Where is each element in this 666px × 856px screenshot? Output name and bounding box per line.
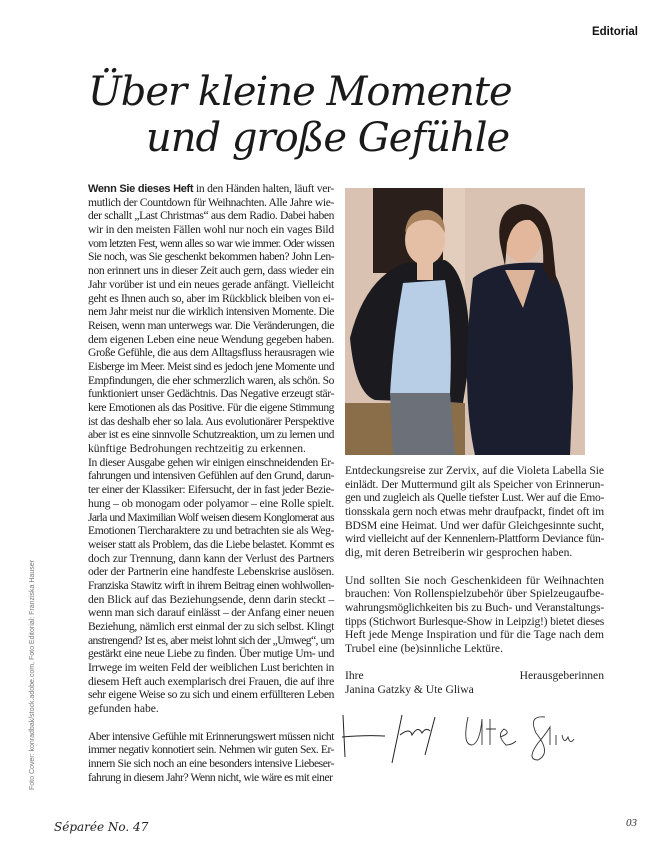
text-line: fahrung in diesem Jahr? Wenn nicht, wie wäre es mit einer: [88, 770, 333, 784]
text-line: Heft jede Menge Inspiration und für die Tage nach dem: [345, 628, 604, 642]
text-line: nem Jahr meist nur die wirklich intensiven Momente. Die: [88, 305, 334, 319]
text-line: funktioniert unser Gedächtnis. Das Negative erzeugt stär-: [88, 387, 334, 401]
text-line: weiser statt als Problem, das die Liebe belastet. Kommt es: [88, 537, 334, 551]
text-line: gefunden habe.: [88, 702, 159, 716]
text-line: kere Emotionen als das Positive. Für die eigene Stimmung: [88, 401, 334, 414]
text-line: Sie noch, was Sie geschenkt bekommen haben? John Len-: [88, 250, 334, 264]
text-line: Irrwege im weiten Feld der weiblichen Lust berichten in: [88, 661, 334, 675]
text-line: In dieser Ausgabe gehen wir einigen einschneidenden Er-: [88, 455, 334, 469]
text-line: diesem Heft auch exemplarisch drei Frauen, die auf ihre: [88, 674, 334, 688]
text-line: oder der Partnerin eine handfeste Lebenskrise auslösen.: [88, 565, 334, 579]
text-line: non erinnert uns in dieser Zeit auch gern, dass wieder ein: [88, 264, 334, 278]
magazine-logo: Séparée No. 47: [54, 820, 149, 834]
text-line: Und sollten Sie noch Geschenkideen für Weihnachten: [345, 573, 604, 587]
text-line: Eisberge im Meer. Meist sind es jedoch jene Momente und: [88, 359, 334, 373]
paragraph-gap: [345, 560, 604, 574]
paragraph-gap: [88, 716, 334, 730]
text-line: aber ist es eine sinnvolle Schutzreaktion, um zu lernen und: [88, 428, 334, 442]
text-line: [88, 182, 334, 196]
section-label: Editorial: [591, 26, 638, 38]
page-number: 03: [626, 817, 637, 829]
text-line: gen und zugleich als Quelle tiefster Lust. Wer auf die Emo-: [345, 491, 604, 505]
text-line: wir in den meisten Fällen wohl nur noch ein vages Bild: [88, 223, 334, 237]
lead-in: Wenn Sie dieses Heft: [88, 183, 194, 195]
text-line: BDSM eine Heimat. Und wer dafür Gleichgesinnte sucht,: [345, 518, 604, 532]
text-line: dig, mit deren Betreiberin wir gesprochen haben.: [345, 546, 573, 560]
page-title-line-1: Über kleine Momente: [88, 69, 512, 115]
text-line: den Blick auf das Beziehungsende, denn darin steckt –: [88, 592, 334, 606]
text-line: Jarla und Maximilian Wolf weisen diesem Konglomerat aus: [88, 510, 334, 524]
text-line: wird vielleicht auf der Kennenlern-Plattform Deviance fün-: [345, 532, 604, 546]
text-line: Trubel eine (be)sinnliche Lektüre.: [345, 641, 503, 655]
text-line: tionsskala gern noch etwas mehr draufpackt, findet oft im: [345, 505, 604, 519]
text-line: doch zur Trennung, dann kann der Verlust des Partners: [88, 551, 334, 565]
text-line: brauchen: Von Rollenspielzubehör über Spielzeugaufbe-: [345, 587, 604, 601]
right-text-column: [345, 464, 604, 697]
text-line: Franziska Stawitz wirft in ihrem Beitrag einen wohlwollen-: [88, 578, 334, 592]
text-line: wenn man sich darauf einlässt – der Anfang einer neuen: [88, 606, 334, 620]
text-line: Ihre Herausgeberinnen: [345, 669, 604, 683]
text-line: Reisen, wenn man unterwegs war. Die Veränderungen, die: [88, 318, 334, 332]
signatures: [340, 705, 580, 765]
left-text-column: [88, 182, 334, 784]
text-line: geht es Ihnen auch so, aber im Rückblick bleiben von ei-: [88, 291, 334, 305]
text-line: einlädt. Der Muttermund gilt als Speicher von Erinnerun-: [345, 477, 604, 491]
text-line: Janina Gatzky & Ute Gliwa: [345, 683, 474, 696]
text-line: der schallt „Last Christmas“ aus dem Radio. Dabei haben: [88, 209, 334, 223]
text-line: Beziehung, nämlich erst einmal der zu sich selbst. Klingt: [88, 620, 334, 633]
text-line: Empfindungen, die eher schmerzlich waren, als schön. So: [88, 373, 334, 387]
text-line: gestärkt eine neue Liebe zu finden. Über mutige Um- und: [88, 647, 334, 661]
text-line: Entdeckungsreise zur Zervix, auf die Violeta Labella Sie: [345, 464, 604, 477]
text-line: hung – ob monogam oder polyamor – eine Rolle spielt.: [88, 496, 334, 510]
text-line: fahrungen und intensiven Gefühlen auf den Grund, darun-: [88, 469, 334, 483]
text-line: ter einer der Klassiker: Eifersucht, der in fast jeder Bezie-: [88, 483, 334, 497]
text-line: sehr eigene Weise so zu sich und einem erfüllteren Leben: [88, 688, 334, 702]
text-line: Große Gefühle, die aus dem Alltagsfluss herausragen wie: [88, 346, 334, 360]
page-title-line-2: und große Gefühle: [146, 115, 510, 161]
paragraph-gap: [345, 656, 604, 670]
text-line: dem eigenen Leben eine neue Wendung gegeben haben.: [88, 332, 334, 346]
text-line: anstrengend? Ist es, aber meist lohnt sich der „Umweg“, um: [88, 633, 334, 647]
text-line: tipps (Stichwort Burlesque-Show in Leipzig!) bietet dieses: [345, 614, 604, 628]
text-line: wahrungsmöglichkeiten bis zu Buch- und Veranstaltungs-: [345, 600, 604, 614]
text-line: Jahr vorüber ist und ein neues gerade anfängt. Vielleicht: [88, 277, 334, 291]
text-line-rest: in den Händen halten, läuft ver-: [193, 182, 334, 195]
text-line: vom letzten Fest, wenn alles so war wie immer. Oder wissen: [88, 236, 334, 250]
text-line: künftige Bedrohungen rechtzeitig zu erkennen.: [88, 442, 306, 456]
text-line: immer negativ konnotiert sein. Nehmen wir guten Sex. Er-: [88, 743, 334, 757]
photo-credit: Foto Cover: konradbak/stock.adobe.com, Foto Editorial: Franziska Hauser: [29, 560, 36, 790]
signature-janina-gatzky: [340, 705, 580, 765]
text-line: ist das deshalb eher so lala. Aus evolutionärer Perspektive: [88, 414, 334, 428]
editors-photo: [345, 188, 585, 455]
text-line: mutlich der Countdown für Weihnachten. Alle Jahre wie-: [88, 195, 334, 209]
text-line: Aber intensive Gefühle mit Erinnerungswert müssen nicht: [88, 729, 334, 743]
text-line: innern Sie sich noch an eine besonders intensive Liebeser-: [88, 756, 334, 770]
text-line: Emotionen Tiercharaktere zu und betrachten sie als Weg-: [88, 524, 334, 538]
